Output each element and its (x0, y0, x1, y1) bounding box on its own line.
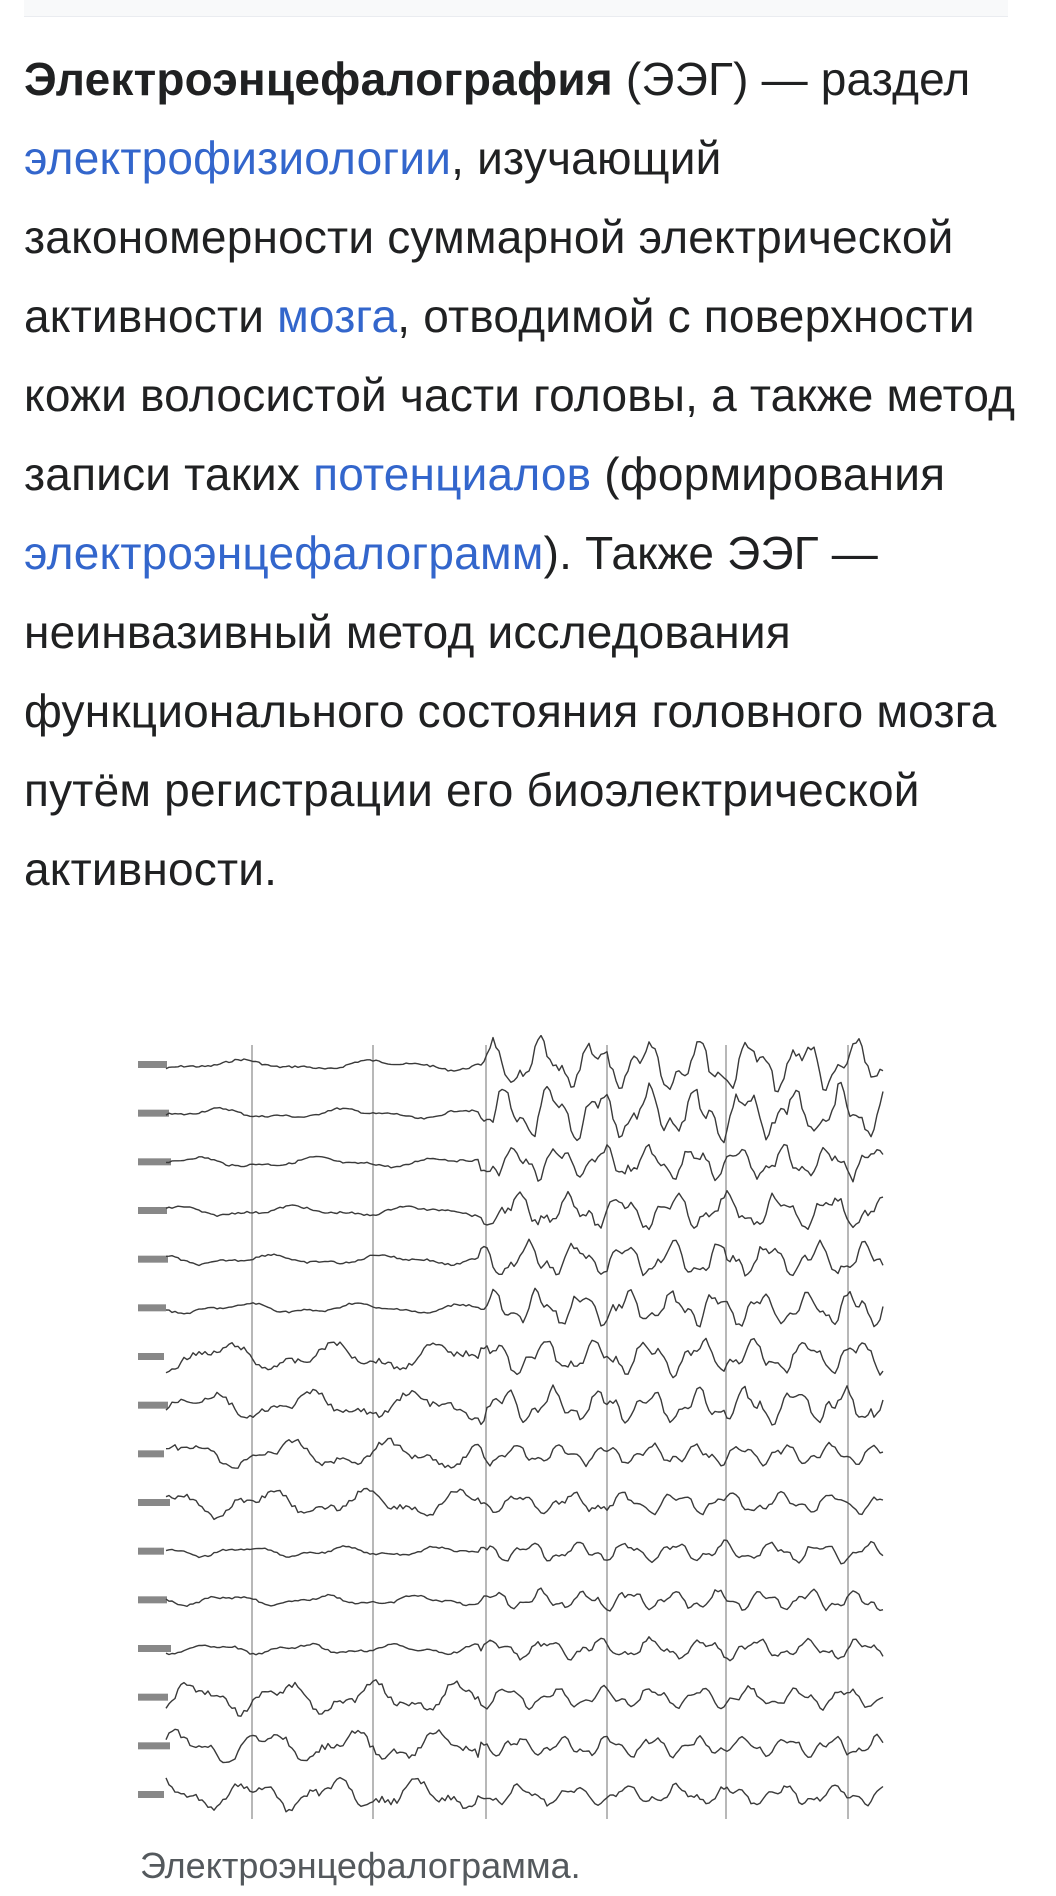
channel-label-mark (138, 1645, 171, 1652)
channel-label-mark (138, 1256, 168, 1263)
eeg-channel-trace (166, 1288, 883, 1327)
link-potentials[interactable]: потенциалов (313, 448, 592, 500)
eeg-figure-image[interactable] (136, 1035, 888, 1825)
channel-label-mark (138, 1742, 170, 1749)
channel-label-mark (138, 1548, 164, 1555)
eeg-channel-trace (166, 1191, 883, 1230)
channel-label-mark (138, 1353, 164, 1360)
channel-label-mark (138, 1596, 167, 1603)
channel-label-mark (138, 1694, 168, 1701)
channel-label-mark (138, 1450, 164, 1457)
eeg-channel-trace (166, 1680, 883, 1716)
eeg-channel-trace (166, 1438, 883, 1468)
link-brain[interactable]: мозга (277, 290, 398, 342)
channel-label-mark (138, 1499, 170, 1506)
eeg-channel-trace (166, 1588, 883, 1611)
link-electroencephalograms[interactable]: электроэнцефалограмм (24, 527, 544, 579)
channel-label-mark (138, 1791, 164, 1798)
channel-label-mark (138, 1110, 169, 1117)
eeg-channel-trace (166, 1540, 883, 1564)
eeg-channel-trace (166, 1145, 883, 1182)
article-text-2: , изучающий закономерности суммарной электрической активности (24, 132, 954, 342)
top-divider-bar (24, 0, 1008, 17)
article-term: Электроэнцефалография (24, 53, 613, 105)
eeg-channel-trace (166, 1637, 883, 1661)
article-paragraph (24, 40, 1024, 909)
figure-caption: Электроэнцефалограмма. (140, 1845, 581, 1886)
channel-label-mark (138, 1402, 168, 1409)
eeg-channel-trace (166, 1338, 883, 1377)
eeg-channel-trace (166, 1239, 883, 1276)
article-text-1: (ЭЭГ) — раздел (612, 53, 971, 105)
link-electrophysiology[interactable]: электрофизиологии (24, 132, 452, 184)
eeg-channel-trace (166, 1036, 883, 1092)
channel-label-mark (138, 1304, 166, 1311)
channel-label-mark (138, 1061, 167, 1068)
eeg-channel-trace (166, 1489, 883, 1520)
eeg-channel-trace (166, 1778, 883, 1812)
eeg-channel-trace (166, 1385, 883, 1425)
eeg-channel-trace (166, 1729, 883, 1762)
article-text-5: ). Также ЭЭГ — неинвазивный метод исследования функционального состояния головного мозга путём регистрации его биоэлектрической активности. (24, 527, 997, 895)
channel-label-mark (138, 1207, 167, 1214)
eeg-trace-graphic (136, 1035, 888, 1825)
article-text-4: (формирования (591, 448, 946, 500)
article-text-3: , отводимой с поверхности кожи волосистой части головы, а также метод записи таких (24, 290, 1016, 500)
